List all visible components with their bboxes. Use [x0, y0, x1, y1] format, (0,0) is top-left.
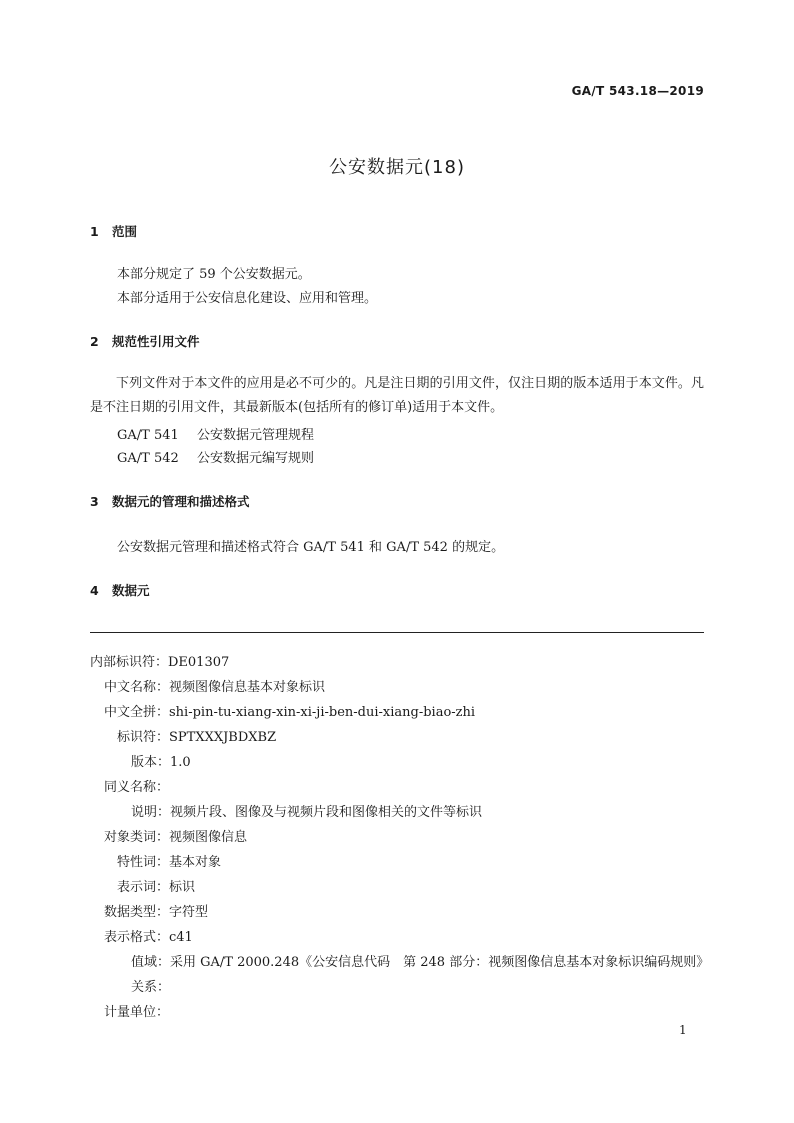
format-paragraph: 公安数据元管理和描述格式符合 GA/T 541 和 GA/T 542 的规定。: [117, 540, 505, 555]
field-pinyin: 中文全拼：shi-pin-tu-xiang-xin-xi-ji-ben-dui-xiang-biao-zhi: [104, 705, 476, 720]
section-title: 规范性引用文件: [112, 334, 200, 349]
section-heading-format: [90, 492, 250, 510]
field-relation: 关系：: [131, 980, 171, 995]
ref-title: 公安数据元管理规程: [197, 428, 315, 443]
field-data-type: 数据类型：字符型: [104, 905, 209, 920]
ref-code: GA/T 541: [117, 428, 179, 443]
field-format: 表示格式：c41: [104, 930, 193, 945]
field-chinese-name: 中文名称：视频图像信息基本对象标识: [104, 680, 326, 695]
normative-ref-2: [117, 447, 314, 466]
section-number: 4: [90, 583, 99, 598]
normative-intro: 下列文件对于本文件的应用是必不可少的。凡是注日期的引用文件，仅注日期的版本适用于本文件。凡是不注日期的引用文件，其最新版本(包括所有的修订单)适用于本文件。: [90, 376, 704, 415]
section-title: 范围: [112, 224, 138, 239]
section-number: 2: [90, 334, 99, 349]
section-title: 数据元的管理和描述格式: [112, 494, 250, 509]
page-number: 1: [679, 1023, 687, 1037]
section-number: 3: [90, 494, 99, 509]
ref-code: GA/T 542: [117, 451, 179, 466]
field-version: 版本：1.0: [131, 755, 191, 770]
section-heading-normative: [90, 332, 200, 350]
field-representation: 表示词：标识: [117, 880, 196, 895]
section-heading-scope: [90, 222, 137, 240]
section-number: 1: [90, 224, 99, 239]
standard-code: GA/T 543.18—2019: [571, 84, 704, 98]
field-description: 说明：视频片段、图像及与视频片段和图像相关的文件等标识: [131, 805, 483, 820]
section-title: 数据元: [112, 583, 150, 598]
field-value-domain: 值域：采用 GA/T 2000.248《公安信息代码 第 248 部分：视频图像信息基本对象标识编码规则》: [131, 955, 710, 970]
field-object-class: 对象类词：视频图像信息: [104, 830, 248, 845]
normative-ref-1: [117, 424, 314, 443]
field-internal-id: 内部标识符：DE01307: [90, 655, 230, 670]
page-title: 公安数据元(18): [329, 157, 465, 178]
scope-paragraph-2: 本部分适用于公安信息化建设、应用和管理。: [117, 291, 378, 306]
field-unit: 计量单位：: [104, 1005, 170, 1020]
field-identifier: 标识符：SPTXXXJBDXBZ: [117, 730, 277, 745]
field-synonym: 同义名称：: [104, 780, 170, 795]
section-heading-elements: [90, 581, 150, 599]
scope-paragraph-1: 本部分规定了 59 个公安数据元。: [117, 267, 311, 282]
field-property: 特性词：基本对象: [117, 855, 222, 870]
ref-title: 公安数据元编写规则: [197, 451, 315, 466]
divider-rule: [90, 632, 704, 633]
